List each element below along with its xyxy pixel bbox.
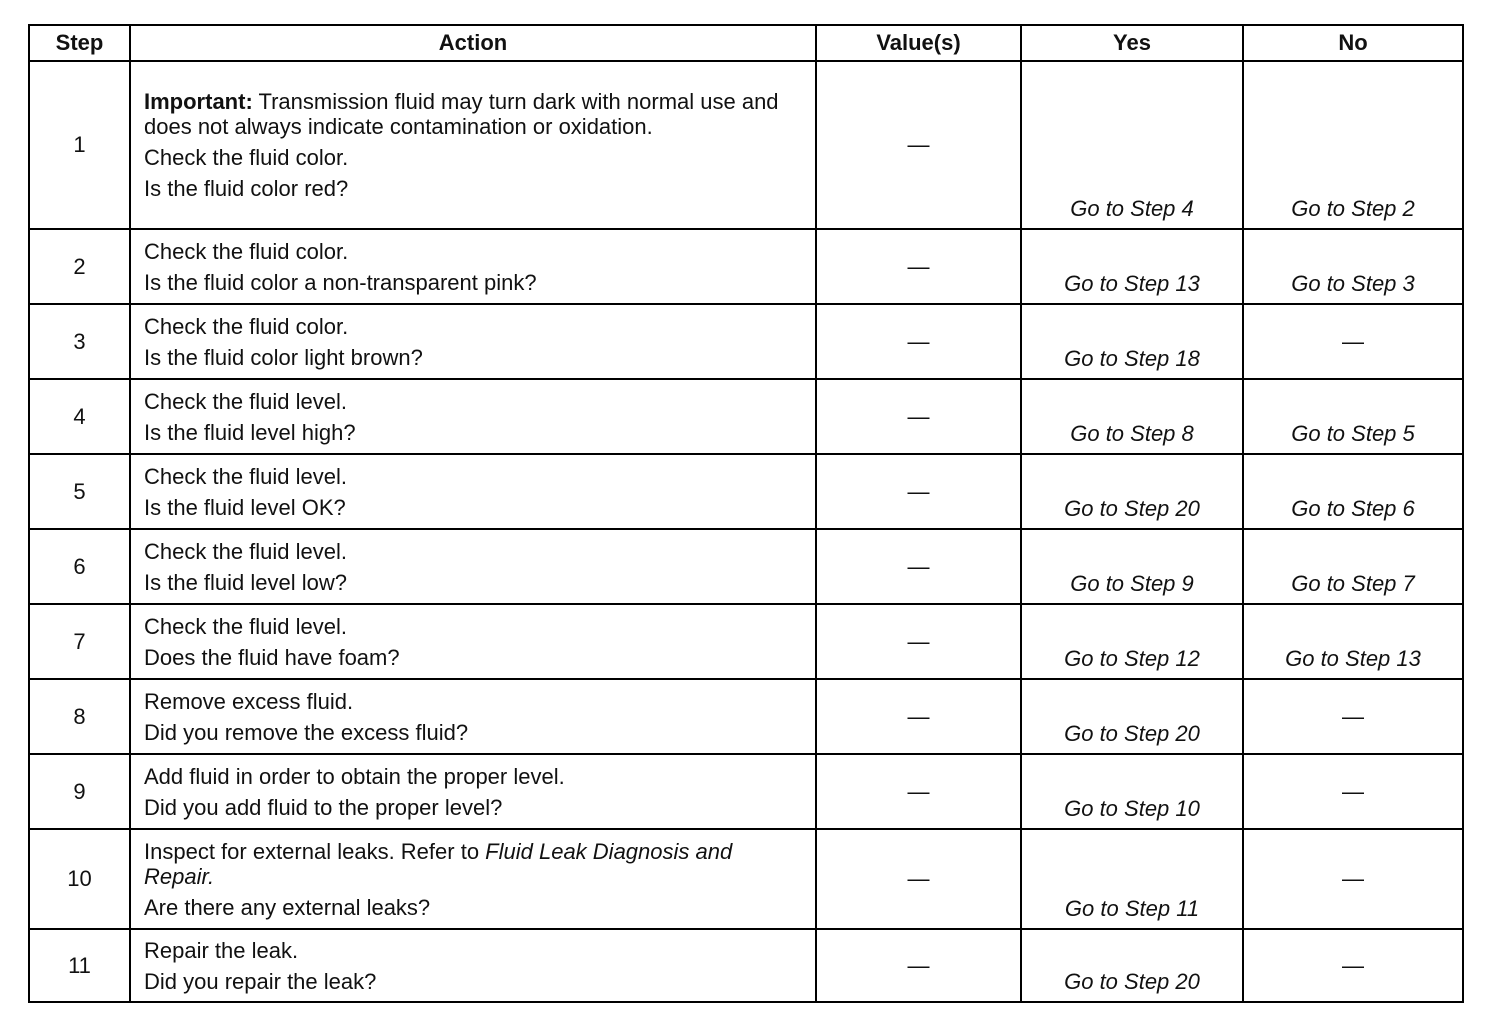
- action-line: [144, 345, 785, 370]
- values-cell: —: [816, 754, 1021, 829]
- action-cell: [130, 304, 816, 379]
- header-no: No: [1243, 25, 1463, 61]
- action-text: Check the fluid level.: [144, 388, 347, 414]
- action-line: [144, 176, 785, 201]
- no-result[interactable]: Go to Step 3: [1243, 229, 1463, 304]
- action-text: Check the fluid level.: [144, 463, 347, 489]
- table-body: [29, 61, 1463, 1002]
- action-line: [144, 495, 785, 520]
- action-line: [144, 720, 785, 745]
- no-result: —: [1243, 829, 1463, 929]
- action-line: [144, 969, 785, 994]
- action-cell: [130, 679, 816, 754]
- action-line: [144, 145, 785, 170]
- table-row: [29, 379, 1463, 454]
- table-row: [29, 304, 1463, 379]
- yes-result[interactable]: Go to Step 4: [1021, 61, 1243, 229]
- action-cell: [130, 829, 816, 929]
- action-line: [144, 795, 785, 820]
- action-cell: [130, 529, 816, 604]
- action-line: [144, 614, 785, 639]
- action-text: Check the fluid level.: [144, 538, 347, 564]
- action-text: Transmission fluid may turn dark with normal use and does not always indicate contamination or oxidation.: [144, 89, 779, 139]
- no-result[interactable]: Go to Step 6: [1243, 454, 1463, 529]
- values-cell: —: [816, 929, 1021, 1002]
- action-cell: [130, 929, 816, 1002]
- values-cell: —: [816, 529, 1021, 604]
- action-cell: [130, 229, 816, 304]
- action-line: [144, 420, 785, 445]
- no-result[interactable]: Go to Step 7: [1243, 529, 1463, 604]
- step-number: 10: [29, 829, 130, 929]
- action-text: Does the fluid have foam?: [144, 644, 400, 670]
- no-result[interactable]: Go to Step 2: [1243, 61, 1463, 229]
- action-line: [144, 689, 785, 714]
- step-number: 7: [29, 604, 130, 679]
- header-values: Value(s): [816, 25, 1021, 61]
- no-result: —: [1243, 679, 1463, 754]
- action-text: Remove excess fluid.: [144, 688, 354, 714]
- action-text: Check the fluid level.: [144, 613, 347, 639]
- action-line: [144, 270, 785, 295]
- yes-result[interactable]: Go to Step 8: [1021, 379, 1243, 454]
- values-cell: —: [816, 379, 1021, 454]
- action-text: Did you remove the excess fluid?: [144, 719, 469, 745]
- diagnostic-table: [28, 24, 1464, 1003]
- step-number: 5: [29, 454, 130, 529]
- step-number: 1: [29, 61, 130, 229]
- action-cell: [130, 754, 816, 829]
- table-row: [29, 529, 1463, 604]
- action-line: [144, 89, 785, 139]
- step-number: 6: [29, 529, 130, 604]
- yes-result[interactable]: Go to Step 18: [1021, 304, 1243, 379]
- values-cell: —: [816, 454, 1021, 529]
- action-line: [144, 239, 785, 264]
- action-text: Is the fluid color light brown?: [144, 344, 423, 370]
- action-cell: [130, 454, 816, 529]
- action-text: Repair the leak.: [144, 937, 299, 963]
- action-text: Is the fluid level OK?: [144, 494, 346, 520]
- action-line: [144, 570, 785, 595]
- step-number: 4: [29, 379, 130, 454]
- action-line: [144, 645, 785, 670]
- table-row: [29, 61, 1463, 229]
- action-text: Is the fluid level low?: [144, 569, 347, 595]
- table-row: [29, 679, 1463, 754]
- values-cell: —: [816, 229, 1021, 304]
- action-text: Did you repair the leak?: [144, 968, 377, 994]
- values-cell: —: [816, 304, 1021, 379]
- yes-result[interactable]: Go to Step 11: [1021, 829, 1243, 929]
- step-number: 2: [29, 229, 130, 304]
- yes-result[interactable]: Go to Step 20: [1021, 679, 1243, 754]
- yes-result[interactable]: Go to Step 20: [1021, 454, 1243, 529]
- action-line: [144, 938, 785, 963]
- values-cell: —: [816, 604, 1021, 679]
- action-line: [144, 764, 785, 789]
- header-action: Action: [130, 25, 816, 61]
- header-yes: Yes: [1021, 25, 1243, 61]
- no-result: —: [1243, 754, 1463, 829]
- important-label: Important:: [144, 89, 253, 114]
- step-number: 8: [29, 679, 130, 754]
- action-text: Are there any external leaks?: [144, 894, 431, 920]
- yes-result[interactable]: Go to Step 20: [1021, 929, 1243, 1002]
- step-number: 9: [29, 754, 130, 829]
- action-text: Add fluid in order to obtain the proper level.: [144, 763, 565, 789]
- action-text: Check the fluid color.: [144, 145, 349, 170]
- header-row: [29, 25, 1463, 61]
- values-cell: —: [816, 61, 1021, 229]
- values-cell: —: [816, 829, 1021, 929]
- table-header: [29, 25, 1463, 61]
- table-row: [29, 604, 1463, 679]
- action-cell: [130, 379, 816, 454]
- action-text: Did you add fluid to the proper level?: [144, 794, 503, 820]
- action-text: Is the fluid level high?: [144, 419, 356, 445]
- action-text: Inspect for external leaks. Refer to: [144, 838, 486, 864]
- no-result[interactable]: Go to Step 13: [1243, 604, 1463, 679]
- action-text: Check the fluid color.: [144, 313, 349, 339]
- yes-result[interactable]: Go to Step 10: [1021, 754, 1243, 829]
- header-step: Step: [29, 25, 130, 61]
- action-text-suffix: .: [208, 863, 215, 889]
- values-cell: —: [816, 679, 1021, 754]
- step-number: 11: [29, 929, 130, 1002]
- no-result: —: [1243, 304, 1463, 379]
- action-line: [144, 464, 785, 489]
- no-result: —: [1243, 929, 1463, 1002]
- action-cell: [130, 61, 816, 229]
- action-line: [144, 539, 785, 564]
- reference-link[interactable]: Fluid Leak Diagnosis and Repair: [144, 838, 733, 889]
- table-row: [29, 929, 1463, 1002]
- table-row: [29, 229, 1463, 304]
- action-line: [144, 895, 785, 920]
- action-line: [144, 389, 785, 414]
- step-number: 3: [29, 304, 130, 379]
- table-row: [29, 829, 1463, 929]
- table-row: [29, 754, 1463, 829]
- action-text: Is the fluid color a non-transparent pink?: [144, 269, 537, 295]
- table-row: [29, 454, 1463, 529]
- action-line: [144, 314, 785, 339]
- action-line: [144, 839, 785, 889]
- yes-result[interactable]: Go to Step 12: [1021, 604, 1243, 679]
- no-result[interactable]: Go to Step 5: [1243, 379, 1463, 454]
- action-cell: [130, 604, 816, 679]
- action-text: Is the fluid color red?: [144, 176, 349, 201]
- yes-result[interactable]: Go to Step 9: [1021, 529, 1243, 604]
- action-text: Check the fluid color.: [144, 238, 349, 264]
- yes-result[interactable]: Go to Step 13: [1021, 229, 1243, 304]
